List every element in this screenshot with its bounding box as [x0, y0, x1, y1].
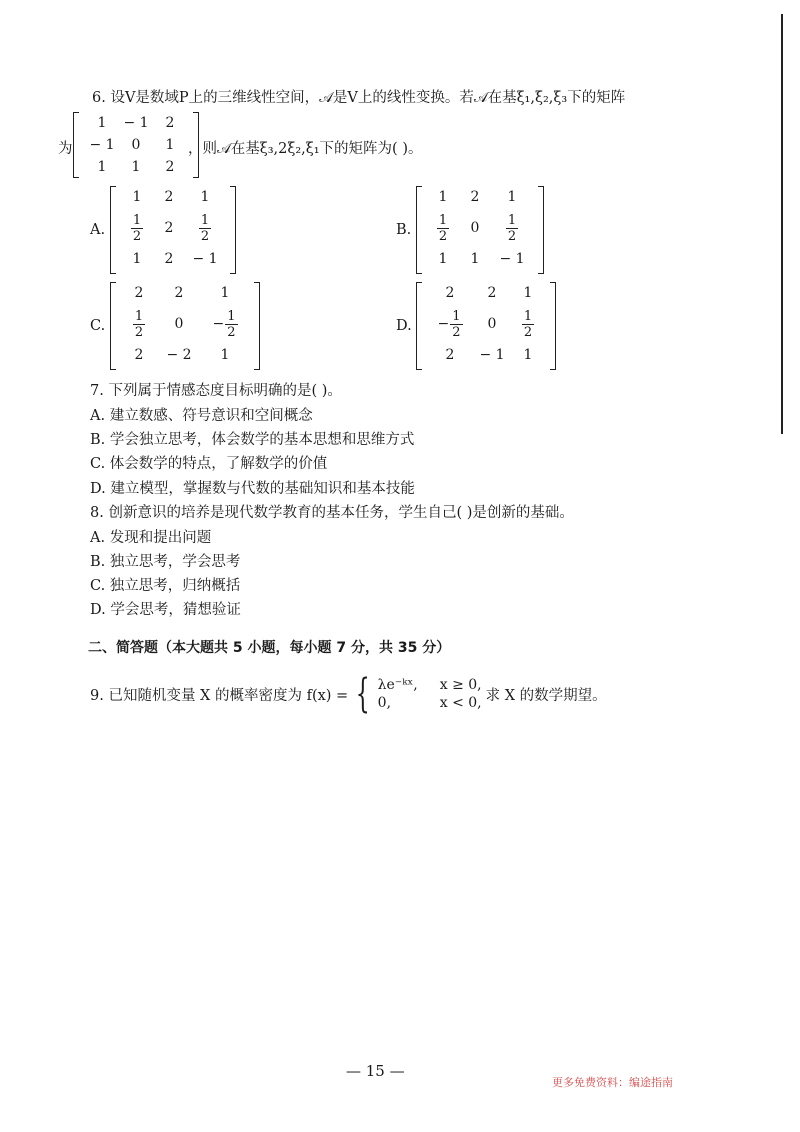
matrix-cell: − 1: [479, 347, 505, 363]
option-d-label: D.: [396, 318, 412, 334]
matrix-cell: 1: [131, 159, 141, 175]
matrix-cell: 1: [438, 251, 448, 267]
option-c-label: C.: [90, 318, 106, 334]
q8-stem: 8. 创新意识的培养是现代数学教育的基本任务，学生自己( )是创新的基础。: [90, 505, 574, 521]
option-a-matrix: [110, 186, 236, 274]
matrix-cell: 1: [97, 115, 107, 131]
q9-case2-cond: x < 0,: [439, 695, 482, 711]
matrix-cell: 2: [164, 220, 174, 236]
q7-option-a: A. 建立数感、符号意识和空间概念: [90, 408, 313, 424]
matrix-cell: − 1: [499, 251, 525, 267]
matrix-cell: $\frac{1}{2}$: [523, 308, 533, 340]
matrix-cell: 2: [445, 285, 455, 301]
matrix-cell: 2: [445, 347, 455, 363]
watermark: 更多免费资料：编途指南: [552, 1076, 673, 1089]
option-a-label: A.: [90, 222, 106, 238]
matrix-cell: $\frac{1}{2}$: [200, 212, 210, 244]
matrix-cell: 1: [132, 251, 142, 267]
q8-option-b: B. 独立思考，学会思考: [90, 554, 241, 570]
matrix-cell: 2: [165, 115, 175, 131]
q8-option-d: D. 学会思考，猜想验证: [90, 602, 241, 618]
matrix-cell: 1: [97, 159, 107, 175]
matrix-cell: 2: [164, 251, 174, 267]
section-2-title: 二、简答题（本大题共 5 小题，每小题 7 分，共 35 分）: [88, 640, 451, 656]
matrix-cell: − 1: [123, 115, 149, 131]
matrix-cell: $\frac{1}{2}$: [507, 212, 517, 244]
matrix-cell: − 2: [166, 347, 192, 363]
q9-brace: {: [355, 671, 370, 717]
matrix-cell: $\frac{1}{2}$: [438, 212, 448, 244]
q8-option-c: C. 独立思考，归纳概括: [90, 578, 241, 594]
q9-prefix: 9. 已知随机变量 X 的概率密度为 f(x) =: [90, 687, 349, 704]
matrix-cell: − 1: [89, 137, 115, 153]
matrix-cell: 1: [220, 285, 230, 301]
q9-case1-cond: x ≥ 0,: [439, 677, 482, 693]
q7-option-d: D. 建立模型，掌握数与代数的基础知识和基本技能: [90, 481, 415, 497]
matrix-cell: 2: [487, 285, 497, 301]
q6-stem-line1: 6. 设V是数域P上的三维线性空间，𝒜是V上的线性变换。若𝒜在基ξ₁,ξ₂,ξ₃下的矩阵: [92, 90, 626, 106]
page-number: — 15 —: [346, 1062, 405, 1080]
q7-option-b: B. 学会独立思考，体会数学的基本思想和思维方式: [90, 432, 415, 448]
matrix-cell: 2: [134, 347, 144, 363]
page-edge-line: [781, 14, 783, 434]
q7-option-c: C. 体会数学的特点，了解数学的价值: [90, 456, 328, 472]
q9-case2-expr: 0,: [377, 695, 392, 711]
q9-piecewise: [378, 677, 482, 711]
option-c-matrix: [110, 282, 260, 370]
q6-stem-line2: ，则𝒜在基ξ₃,2ξ₂,ξ₁下的矩阵为( )。: [188, 141, 423, 157]
option-d-matrix: [416, 282, 556, 370]
matrix-cell: $\frac{1}{2}$: [132, 212, 142, 244]
matrix-cell: 0: [131, 137, 141, 153]
matrix-cell: 2: [134, 285, 144, 301]
matrix-cell: − $\frac{1}{2}$: [212, 308, 236, 340]
q6-matrix: [73, 112, 199, 178]
q6-wei: 为: [58, 141, 73, 157]
matrix-cell: 0: [174, 316, 184, 332]
matrix-cell: 1: [507, 189, 517, 205]
matrix-cell: 0: [487, 316, 497, 332]
option-b-matrix: [416, 186, 544, 274]
matrix-cell: 1: [470, 251, 480, 267]
matrix-cell: 1: [220, 347, 230, 363]
matrix-cell: − 1: [192, 251, 218, 267]
matrix-cell: 1: [165, 137, 175, 153]
matrix-cell: 1: [523, 347, 533, 363]
matrix-cell: − $\frac{1}{2}$: [437, 308, 461, 340]
q9-case1-expr: λe⁻ᵏˣ,: [377, 677, 418, 693]
matrix-cell: 2: [174, 285, 184, 301]
q9-line: [90, 671, 607, 717]
matrix-cell: 1: [438, 189, 448, 205]
matrix-cell: 1: [200, 189, 210, 205]
matrix-cell: 1: [523, 285, 533, 301]
q7-stem: 7. 下列属于情感态度目标明确的是( )。: [90, 383, 342, 399]
matrix-cell: $\frac{1}{2}$: [134, 308, 144, 340]
q9-suffix: 求 X 的数学期望。: [485, 687, 607, 704]
option-b-label: B.: [396, 222, 412, 238]
matrix-cell: 1: [132, 189, 142, 205]
matrix-cell: 2: [165, 159, 175, 175]
matrix-cell: 2: [470, 189, 480, 205]
matrix-cell: 0: [470, 220, 480, 236]
q8-option-a: A. 发现和提出问题: [90, 530, 212, 546]
matrix-cell: 2: [164, 189, 174, 205]
